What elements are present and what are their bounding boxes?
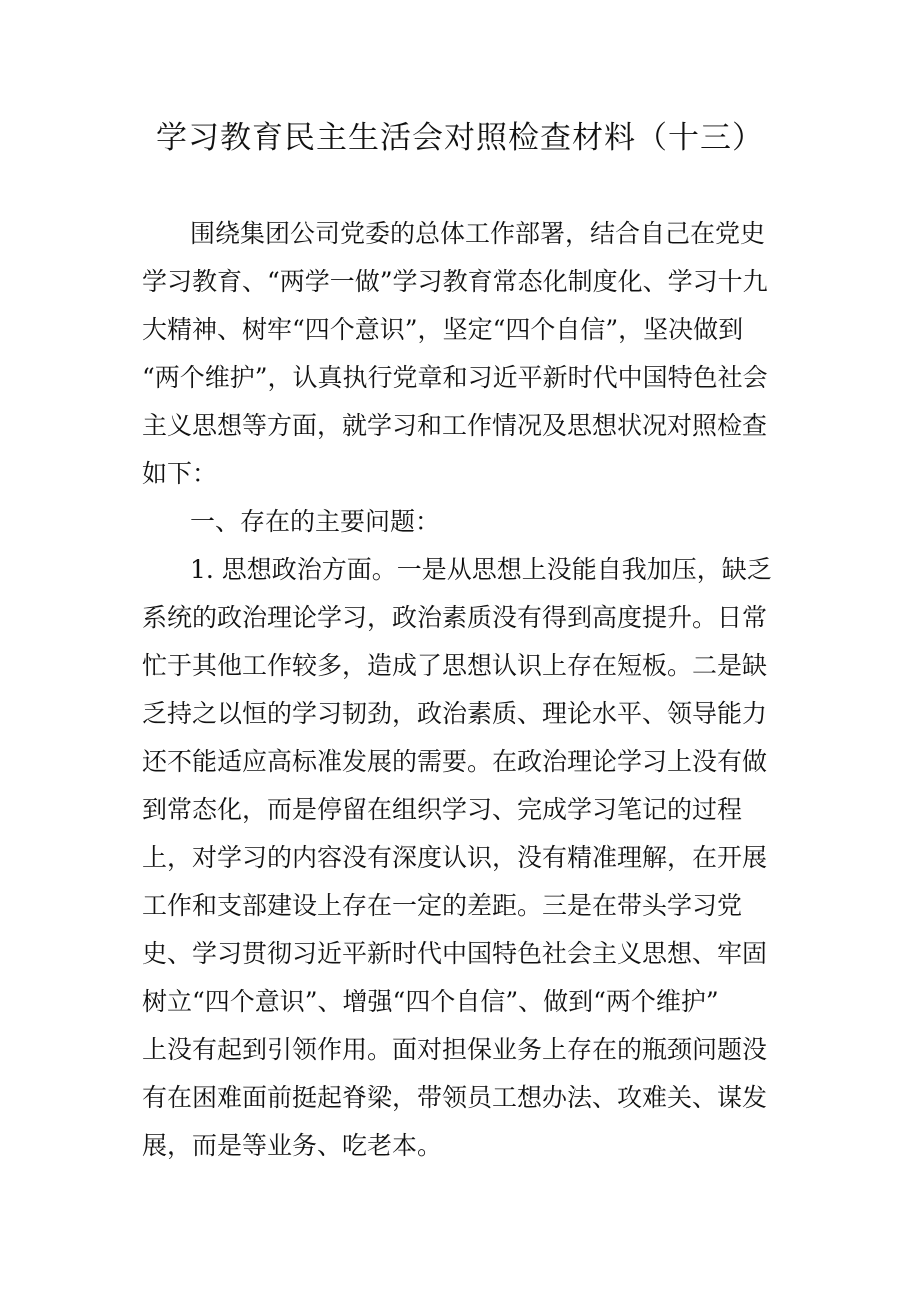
paragraph-1-line-6: 如下： xyxy=(142,459,218,488)
paragraph-1-line-2: 学习教育、“两学一做”学习教育常态化制度化、学习十九 xyxy=(142,267,768,296)
paragraph-3-line-3: 忙于其他工作较多，造成了思想认识上存在短板。二是缺 xyxy=(142,651,768,680)
paragraph-3-line-11: 上没有起到引领作用。面对担保业务上存在的瓶颈问题没 xyxy=(142,1035,768,1064)
paragraph-3-line-9: 史、学习贯彻习近平新时代中国特色社会主义思想、牢固 xyxy=(142,939,768,968)
paragraph-1-line-4: “两个维护”，认真执行党章和习近平新时代中国特色社会 xyxy=(142,363,768,392)
paragraph-3-line-8: 工作和支部建设上存在一定的差距。三是在带头学习党 xyxy=(142,891,743,920)
document-title: 学习教育民主生活会对照检查材料（十三） xyxy=(156,120,764,156)
paragraph-3-line-7: 上，对学习的内容没有深度认识，没有精准理解，在开展 xyxy=(142,843,768,872)
paragraph-3-line-6: 到常态化，而是停留在组织学习、完成学习笔记的过程 xyxy=(142,795,743,824)
paragraph-1-line-3: 大精神、树牢“四个意识”，坚定“四个自信”，坚决做到 xyxy=(142,315,744,344)
section-heading: 一、存在的主要问题： xyxy=(190,507,441,536)
paragraph-1-line-5: 主义思想等方面，就学习和工作情况及思想状况对照检查 xyxy=(142,411,768,440)
paragraph-3-line-2: 系统的政治理论学习，政治素质没有得到高度提升。日常 xyxy=(142,603,768,632)
paragraph-1-line-1: 围绕集团公司党委的总体工作部署，结合自己在党史 xyxy=(190,219,766,248)
paragraph-3-line-10: 树立“四个意识”、增强“四个自信”、做到“两个维护” xyxy=(142,987,719,1016)
paragraph-3-line-4: 乏持之以恒的学习韧劲，政治素质、理论水平、领导能力 xyxy=(142,699,768,728)
paragraph-3-line-5: 还不能适应高标准发展的需要。在政治理论学习上没有做 xyxy=(142,747,768,776)
paragraph-3-line-12: 有在困难面前挺起脊梁，带领员工想办法、攻难关、谋发 xyxy=(142,1083,768,1112)
paragraph-3-line-13: 展，而是等业务、吃老本。 xyxy=(142,1131,443,1160)
paragraph-3-line-1: 1. 思想政治方面。一是从思想上没能自我加压，缺乏 xyxy=(190,555,772,584)
